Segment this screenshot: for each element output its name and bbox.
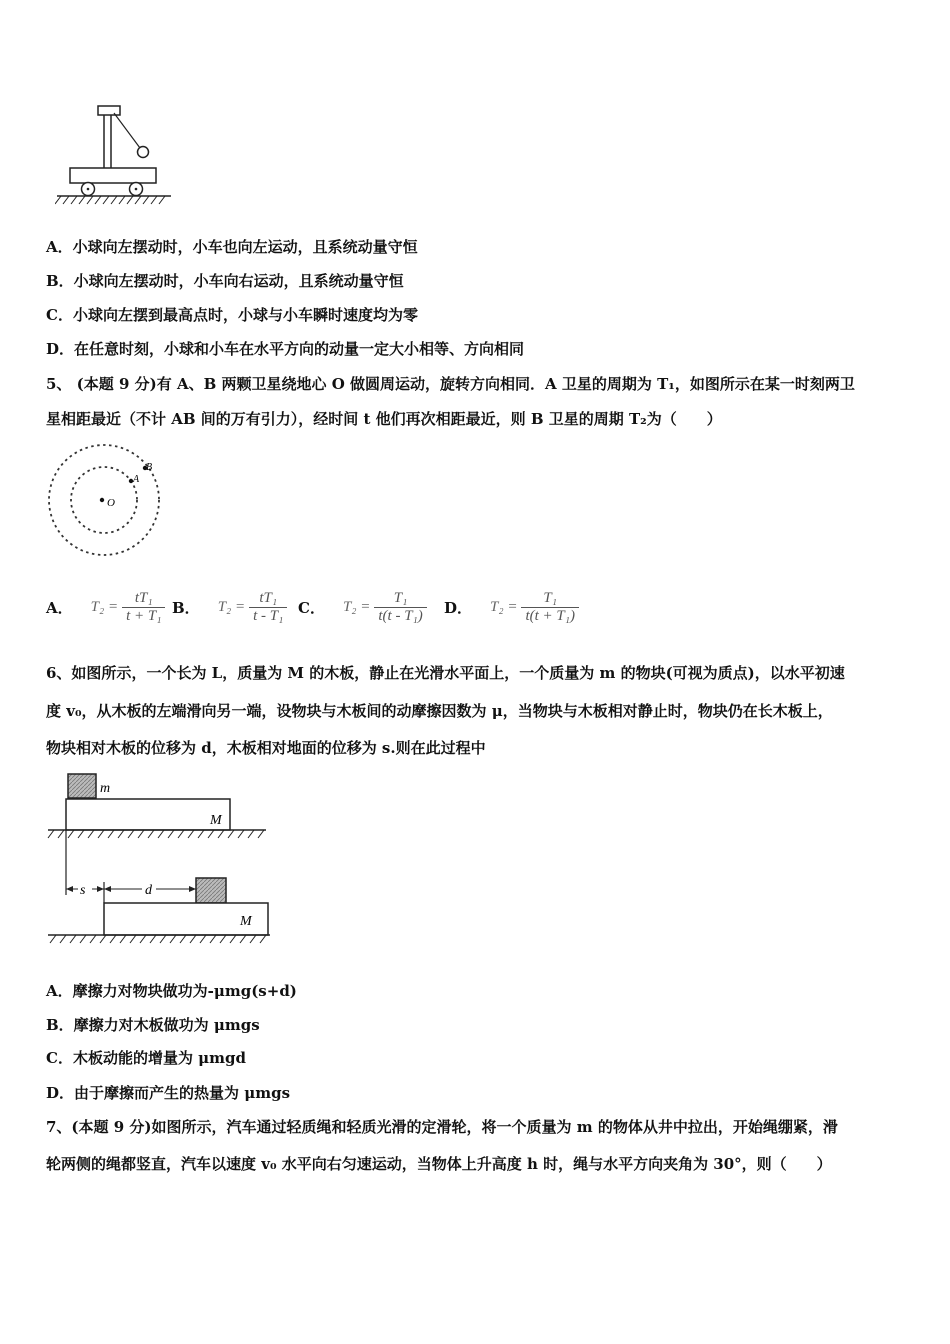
q6-stem-line2: 度 v₀，从木板的左端滑向另一端，设物块与木板间的动摩擦因数为 μ，当物块与木板相对静止时，物块仍在长木板上， xyxy=(46,702,833,720)
orbit-label-o: O xyxy=(107,497,115,509)
q5-option-c-label: C． xyxy=(298,599,325,617)
q6-option-b: B．摩擦力对木板做功为 μmgs xyxy=(46,1016,260,1034)
block-label-m: m xyxy=(100,781,111,796)
q6-option-c: C．木板动能的增量为 μmgd xyxy=(46,1049,246,1067)
fraction-numerator: T₁ xyxy=(543,590,557,606)
dimension-label-s: s xyxy=(80,883,86,898)
q5-option-b-fraction xyxy=(249,590,287,625)
q5-option-c-lhs: T₂ = xyxy=(342,599,371,615)
q4-option-c: C．小球向左摆到最高点时，小球与小车瞬时速度均为零 xyxy=(46,306,418,324)
fraction-denominator: t - T₁ xyxy=(249,607,287,625)
satellite-orbit-figure xyxy=(42,440,164,558)
q5-option-c-fraction xyxy=(374,590,426,625)
fraction-denominator: t + T₁ xyxy=(122,607,165,625)
fraction-denominator: t(t - T₁) xyxy=(374,607,426,625)
q7-stem-line1: 7、(本题 9 分)如图所示，汽车通过轻质绳和轻质光滑的定滑轮，将一个质量为 m 的物体从井中拉出，开始绳绷紧，滑 xyxy=(46,1118,838,1136)
q5-stem-line1: 5、 (本题 9 分)有 A、B 两颗卫星绕地心 O 做圆周运动，旋转方向相同．A 卫星的周期为 T₁，如图所示在某一时刻两卫 xyxy=(46,375,855,393)
cart-pendulum-figure xyxy=(55,104,175,209)
q4-option-d: D．在任意时刻，小球和小车在水平方向的动量一定大小相等、方向相同 xyxy=(46,340,525,358)
q6-stem-line1: 6、如图所示，一个长为 L，质量为 M 的木板，静止在光滑水平面上，一个质量为 m 的物块(可视为质点)，以水平初速 xyxy=(46,664,845,682)
dimension-label-d: d xyxy=(145,883,152,898)
fraction-numerator: tT₁ xyxy=(259,590,278,606)
q5-option-b-label: B． xyxy=(172,599,200,617)
q6-option-a: A．摩擦力对物块做功为-μmg(s+d) xyxy=(46,982,297,1000)
q5-option-d-lhs: T₂ = xyxy=(490,599,518,615)
fraction-numerator: T₁ xyxy=(393,590,408,606)
q5-option-a-fraction xyxy=(122,590,165,625)
orbit-label-a: A xyxy=(133,474,140,485)
q5-option-d xyxy=(444,590,579,625)
block-board-figure xyxy=(44,770,276,952)
q6-option-d: D．由于摩擦而产生的热量为 μmgs xyxy=(46,1084,291,1102)
q6-stem-line3: 物块相对木板的位移为 d，木板相对地面的位移为 s.则在此过程中 xyxy=(46,739,486,757)
q4-option-a: A．小球向左摆动时，小车也向左运动，且系统动量守恒 xyxy=(46,238,418,256)
q5-option-c xyxy=(298,590,427,625)
q5-option-b-lhs: T₂ = xyxy=(217,599,246,615)
q7-stem-line2: 轮两侧的绳都竖直，汽车以速度 v₀ 水平向右匀速运动，当物体上升高度 h 时，绳与水平方向夹角为 30°，则（ ） xyxy=(46,1155,832,1173)
fraction-numerator: tT₁ xyxy=(134,590,153,606)
orbit-label-b: B xyxy=(146,462,153,473)
q5-stem-line2: 星相距最近（不计 AB 间的万有引力），经时间 t 他们再次相距最近，则 B 卫星的周期 T₂为（ ） xyxy=(46,410,722,428)
q4-option-b: B．小球向左摆动时，小车向右运动，且系统动量守恒 xyxy=(46,272,404,290)
q5-option-a-lhs: T₂ = xyxy=(90,599,119,615)
fraction-denominator: t(t + T₁) xyxy=(521,607,579,625)
q5-option-a-label: A． xyxy=(46,599,73,617)
q5-option-d-label: D． xyxy=(444,599,473,617)
q5-option-d-fraction xyxy=(521,590,579,625)
q5-option-a xyxy=(46,590,165,625)
board-label-m-top: M xyxy=(210,813,222,828)
board-label-m-bottom: M xyxy=(240,914,252,929)
q5-option-b xyxy=(172,590,287,625)
